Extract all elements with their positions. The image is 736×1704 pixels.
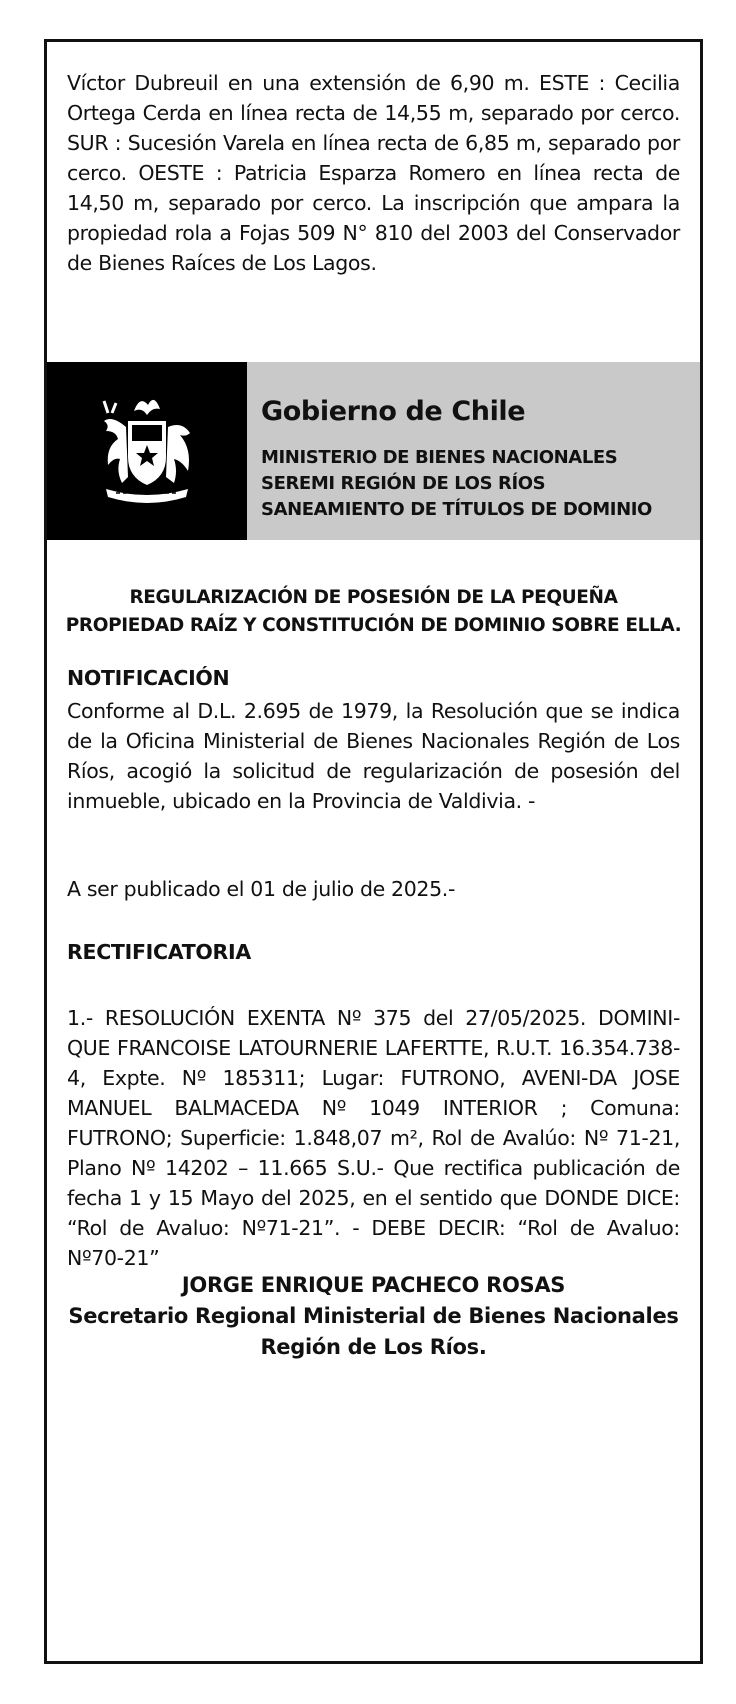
signatory-region: Región de Los Ríos. (260, 1335, 487, 1359)
heading-line-1: REGULARIZACIÓN DE POSESIÓN DE LA PEQUEÑA (129, 587, 618, 608)
logo-box (47, 362, 247, 540)
government-banner (47, 362, 700, 540)
intro-paragraph: Víctor Dubreuil en una extensión de 6,90 m. ESTE : Cecilia Ortega Cerda en línea recta de 14,55 m, separado por cerco. SUR : Sucesión Varela en línea recta de 6,85 m, separado por cerco. OESTE : Patricia Esparza Romero en línea recta de 14,50 m, separado por cerco. La inscripción que ampara la propiedad rola a Fojas 509 N° 810 del 2003 del Conservador de Bienes Raíces de Los Lagos. (67, 71, 680, 275)
notice-heading (57, 584, 690, 640)
government-text-box (247, 362, 700, 540)
publication-date: A ser publicado el 01 de julio de 2025.- (67, 877, 456, 901)
seremi-line: SEREMI REGIÓN DE LOS RÍOS (261, 473, 546, 494)
rectification-title: RECTIFICATORIA (67, 940, 251, 964)
signature-block (47, 1270, 700, 1363)
rectification-item: 1.- RESOLUCIÓN EXENTA Nº 375 del 27/05/2025. DOMINI-QUE FRANCOISE LATOURNERIE LAFERTTE, R.U.T. 16.354.738-4, Expte. Nº 185311; Lugar: FUTRONO, AVENI-DA JOSE MANUEL BALMACEDA Nº 1049 INTERIOR ; Comuna: FUTRONO; Superficie: 1.848,07 m², Rol de Avalúo: Nº 71-21, Plano Nº 14202 – 11.665 S.U.- Que rectifica publicación de fecha 1 y 15 Mayo del 2025, en el sentido que DONDE DICE: “Rol de Avaluo: Nº71-21”. - DEBE DECIR: “Rol de Avaluo: Nº70-21” (67, 1006, 680, 1270)
coat-of-arms-icon (82, 391, 212, 511)
heading-line-2: PROPIEDAD RAÍZ Y CONSTITUCIÓN DE DOMINIO SOBRE ELLA. (65, 615, 682, 636)
notice-frame (44, 39, 703, 1664)
notification-body: Conforme al D.L. 2.695 de 1979, la Resolución que se indica de la Oficina Ministerial de Bienes Nacionales Región de Los Ríos, acogió la solicitud de regularización de posesión del inmueble, ubicado en la Provincia de Valdivia. - (67, 699, 680, 813)
ministry-line: MINISTERIO DE BIENES NACIONALES (261, 447, 618, 468)
government-title: Gobierno de Chile (261, 396, 526, 427)
department-line: SANEAMIENTO DE TÍTULOS DE DOMINIO (261, 499, 652, 520)
signatory-position: Secretario Regional Ministerial de Bienes Nacionales (68, 1304, 679, 1328)
signatory-name: JORGE ENRIQUE PACHECO ROSAS (181, 1273, 566, 1297)
notification-title: NOTIFICACIÓN (67, 666, 230, 690)
